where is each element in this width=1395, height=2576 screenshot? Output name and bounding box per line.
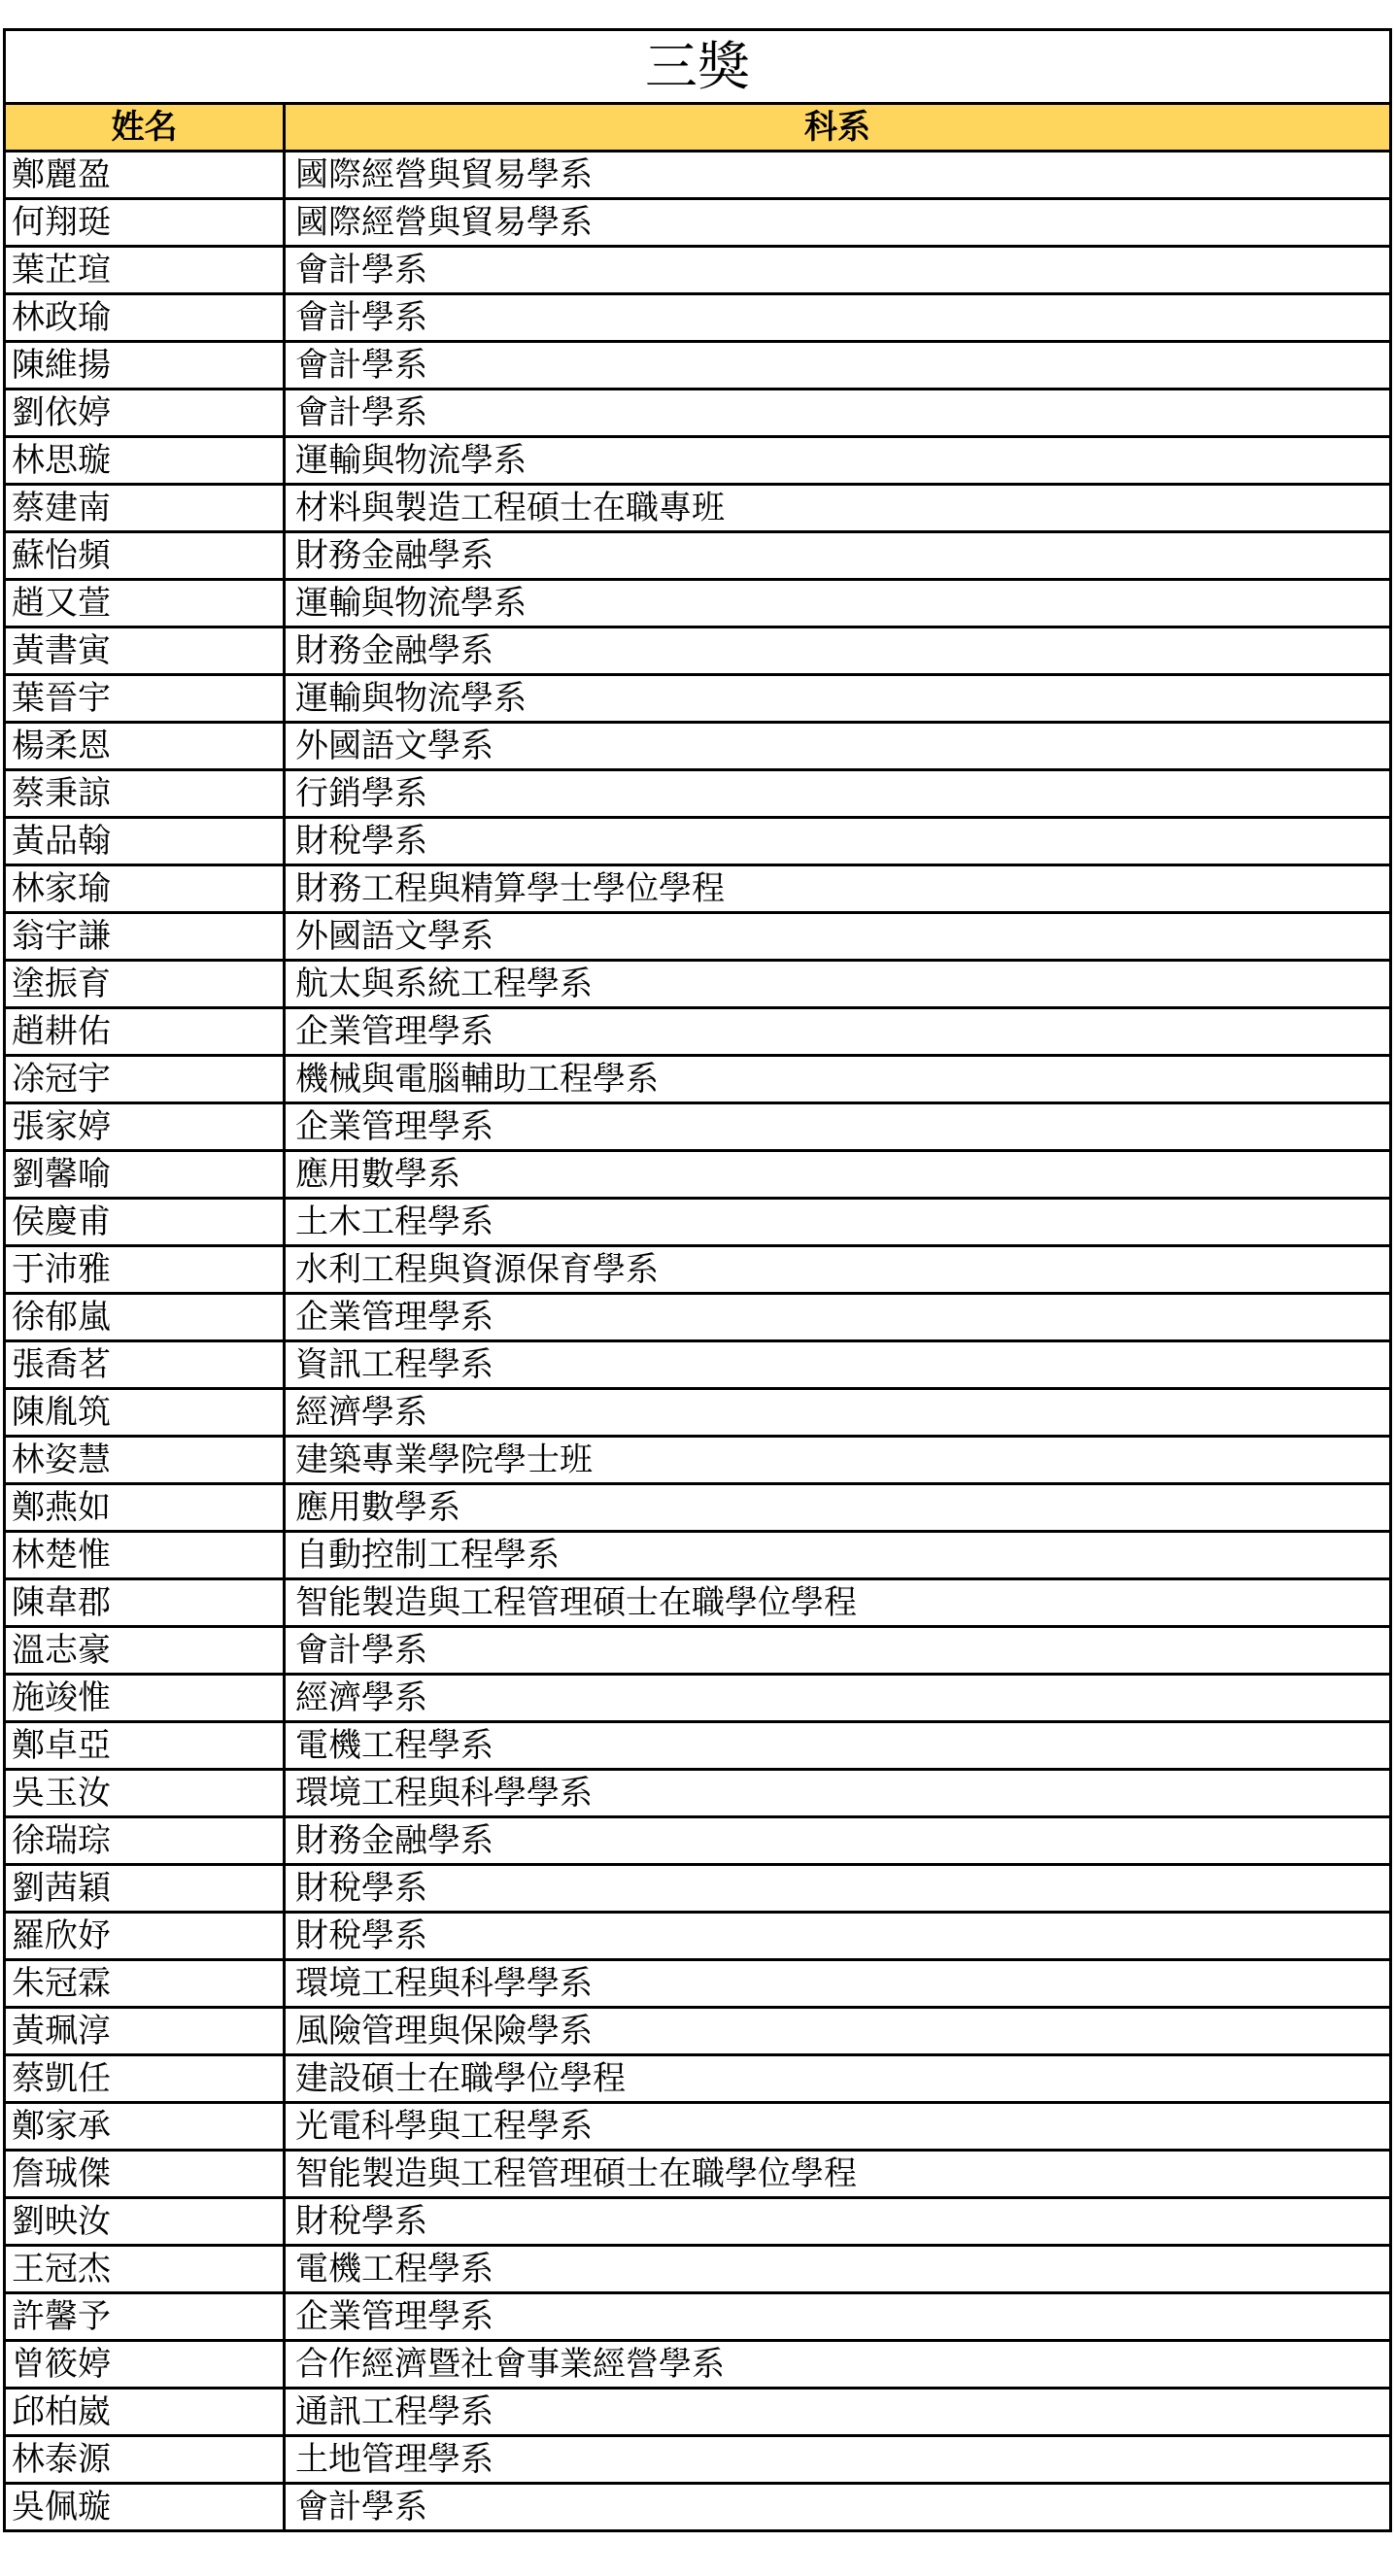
cell-dept: 應用數學系 <box>295 1155 460 1194</box>
table-row <box>6 295 1389 343</box>
cell-dept: 運輸與物流學系 <box>295 679 527 718</box>
table-row <box>6 1057 1389 1104</box>
table-row <box>6 1961 1389 2009</box>
cell-dept: 機械與電腦輔助工程學系 <box>295 1060 659 1099</box>
cell-dept: 應用數學系 <box>295 1488 460 1527</box>
cell-name: 鄭麗盈 <box>6 153 286 197</box>
cell-name: 蔡秉諒 <box>6 771 286 816</box>
cell-name: 張喬茗 <box>6 1342 286 1387</box>
cell-name: 施竣惟 <box>6 1676 286 1720</box>
cell-name: 黃品翰 <box>6 819 286 864</box>
cell-name: 陳胤筑 <box>6 1390 286 1435</box>
cell-name: 劉映汝 <box>6 2199 286 2244</box>
cell-name: 朱冠霖 <box>6 1961 286 2006</box>
table-row <box>6 2485 1389 2529</box>
table-row <box>6 2390 1389 2437</box>
table-row <box>6 1580 1389 1628</box>
cell-name: 葉芷瑄 <box>6 248 286 292</box>
cell-dept: 企業管理學系 <box>295 1012 493 1051</box>
cell-dept: 合作經濟暨社會事業經營學系 <box>295 2345 725 2384</box>
cell-dept: 自動控制工程學系 <box>295 1536 560 1575</box>
cell-name: 王冠杰 <box>6 2247 286 2291</box>
cell-name: 楊柔恩 <box>6 724 286 768</box>
table-row <box>6 2104 1389 2152</box>
header-dept: 科系 <box>804 108 870 147</box>
cell-dept: 會計學系 <box>295 346 427 385</box>
cell-name: 塗振育 <box>6 962 286 1006</box>
cell-name: 陳韋郡 <box>6 1580 286 1625</box>
cell-dept: 財務金融學系 <box>295 1821 493 1860</box>
cell-dept: 行銷學系 <box>295 774 427 813</box>
table-row <box>6 1009 1389 1057</box>
table-row <box>6 628 1389 676</box>
cell-dept: 財稅學系 <box>295 822 427 861</box>
cell-dept: 通訊工程學系 <box>295 2392 493 2431</box>
cell-dept: 會計學系 <box>295 298 427 337</box>
cell-name: 詹珹傑 <box>6 2152 286 2196</box>
cell-dept: 環境工程與科學學系 <box>295 1774 593 1813</box>
table-row <box>6 2437 1389 2485</box>
cell-name: 徐瑞琮 <box>6 1818 286 1863</box>
cell-dept: 企業管理學系 <box>295 1107 493 1146</box>
cell-dept: 電機工程學系 <box>295 1726 493 1765</box>
cell-dept: 國際經營與貿易學系 <box>295 203 593 242</box>
cell-dept: 國際經營與貿易學系 <box>295 155 593 194</box>
cell-name: 于沛雅 <box>6 1247 286 1292</box>
cell-dept: 財務金融學系 <box>295 631 493 670</box>
cell-name: 林思璇 <box>6 438 286 483</box>
cell-name: 林政瑜 <box>6 295 286 340</box>
cell-name: 徐郁嵐 <box>6 1295 286 1339</box>
table-row <box>6 1200 1389 1247</box>
table-row <box>6 2056 1389 2104</box>
cell-dept: 會計學系 <box>295 393 427 432</box>
cell-dept: 光電科學與工程學系 <box>295 2107 593 2146</box>
cell-name: 鄭卓亞 <box>6 1723 286 1768</box>
cell-name: 林楚惟 <box>6 1533 286 1577</box>
cell-dept: 財務金融學系 <box>295 536 493 575</box>
cell-dept: 財稅學系 <box>295 2202 427 2241</box>
cell-dept: 企業管理學系 <box>295 1298 493 1337</box>
cell-name: 許馨予 <box>6 2294 286 2339</box>
table-row <box>6 914 1389 962</box>
cell-name: 曾筱婷 <box>6 2342 286 2387</box>
cell-dept: 外國語文學系 <box>295 917 493 956</box>
table-row <box>6 486 1389 533</box>
table-row <box>6 343 1389 390</box>
table-row <box>6 1723 1389 1771</box>
cell-name: 凃冠宇 <box>6 1057 286 1102</box>
table-row <box>6 2009 1389 2056</box>
cell-dept: 建築專業學院學士班 <box>295 1441 593 1479</box>
cell-dept: 水利工程與資源保育學系 <box>295 1250 659 1289</box>
table-row <box>6 1533 1389 1580</box>
table-row <box>6 1295 1389 1342</box>
table-row <box>6 438 1389 486</box>
table-row <box>6 1866 1389 1914</box>
award-table <box>3 28 1392 2532</box>
cell-dept: 電機工程學系 <box>295 2250 493 2288</box>
table-row <box>6 248 1389 295</box>
cell-dept: 會計學系 <box>295 1631 427 1670</box>
cell-name: 鄭燕如 <box>6 1485 286 1530</box>
cell-name: 蔡凱任 <box>6 2056 286 2101</box>
table-row <box>6 390 1389 438</box>
table-row <box>6 1104 1389 1152</box>
cell-name: 黃珮淳 <box>6 2009 286 2053</box>
table-row <box>6 1390 1389 1438</box>
table-row <box>6 1771 1389 1818</box>
cell-name: 蔡建南 <box>6 486 286 530</box>
table-row <box>6 2342 1389 2390</box>
cell-dept: 材料與製造工程碩士在職專班 <box>295 489 725 527</box>
cell-dept: 企業管理學系 <box>295 2297 493 2336</box>
table-row <box>6 1676 1389 1723</box>
cell-dept: 土地管理學系 <box>295 2440 493 2479</box>
table-row <box>6 581 1389 628</box>
cell-dept: 智能製造與工程管理碩士在職學位學程 <box>295 2154 857 2193</box>
cell-dept: 會計學系 <box>295 251 427 289</box>
table-row <box>6 962 1389 1009</box>
cell-name: 陳維揚 <box>6 343 286 388</box>
cell-name: 邱柏崴 <box>6 2390 286 2434</box>
cell-name: 鄭家承 <box>6 2104 286 2149</box>
cell-dept: 財稅學系 <box>295 1916 427 1955</box>
cell-name: 林泰源 <box>6 2437 286 2482</box>
table-row <box>6 724 1389 771</box>
cell-name: 劉馨喻 <box>6 1152 286 1197</box>
cell-name: 翁宇謙 <box>6 914 286 959</box>
cell-name: 林家瑜 <box>6 866 286 911</box>
cell-name: 吳佩璇 <box>6 2485 286 2529</box>
table-row <box>6 819 1389 866</box>
table-row <box>6 200 1389 248</box>
cell-dept: 運輸與物流學系 <box>295 584 527 623</box>
cell-name: 林姿慧 <box>6 1438 286 1482</box>
table-row <box>6 771 1389 819</box>
cell-dept: 環境工程與科學學系 <box>295 1964 593 2003</box>
cell-name: 劉依婷 <box>6 390 286 435</box>
table-row <box>6 1438 1389 1485</box>
cell-name: 吳玉汝 <box>6 1771 286 1815</box>
table-row <box>6 533 1389 581</box>
table-row <box>6 676 1389 724</box>
cell-dept: 航太與系統工程學系 <box>295 965 593 1003</box>
table-row <box>6 1342 1389 1390</box>
cell-dept: 建設碩士在職學位學程 <box>295 2059 626 2098</box>
cell-dept: 土木工程學系 <box>295 1203 493 1241</box>
cell-dept: 運輸與物流學系 <box>295 441 527 480</box>
cell-dept: 資訊工程學系 <box>295 1345 493 1384</box>
table-row <box>6 2247 1389 2294</box>
cell-dept: 會計學系 <box>295 2488 427 2526</box>
cell-name: 羅欣妤 <box>6 1914 286 1958</box>
cell-name: 趙又萱 <box>6 581 286 626</box>
cell-dept: 財務工程與精算學士學位學程 <box>295 869 725 908</box>
table-row <box>6 1152 1389 1200</box>
cell-name: 劉茜穎 <box>6 1866 286 1911</box>
cell-name: 張家婷 <box>6 1104 286 1149</box>
table-row <box>6 1818 1389 1866</box>
cell-dept: 智能製造與工程管理碩士在職學位學程 <box>295 1583 857 1622</box>
table-body <box>6 153 1389 2529</box>
cell-dept: 經濟學系 <box>295 1678 427 1717</box>
table-row <box>6 153 1389 200</box>
cell-dept: 風險管理與保險學系 <box>295 2012 593 2051</box>
table-row <box>6 1628 1389 1676</box>
cell-name: 趙耕佑 <box>6 1009 286 1054</box>
table-row <box>6 1485 1389 1533</box>
cell-name: 葉晉宇 <box>6 676 286 721</box>
cell-name: 侯慶甫 <box>6 1200 286 1244</box>
cell-dept: 財稅學系 <box>295 1869 427 1908</box>
table-row <box>6 2152 1389 2199</box>
table-title: 三獎 <box>6 31 1389 105</box>
table-header-row <box>6 105 1389 153</box>
table-row <box>6 2294 1389 2342</box>
table-row <box>6 2199 1389 2247</box>
header-name: 姓名 <box>6 105 286 150</box>
cell-name: 蘇怡頻 <box>6 533 286 578</box>
cell-dept: 外國語文學系 <box>295 727 493 765</box>
cell-name: 溫志豪 <box>6 1628 286 1673</box>
table-row <box>6 1247 1389 1295</box>
table-row <box>6 1914 1389 1961</box>
cell-dept: 經濟學系 <box>295 1393 427 1432</box>
cell-name: 何翔珽 <box>6 200 286 245</box>
cell-name: 黃書寅 <box>6 628 286 673</box>
table-row <box>6 866 1389 914</box>
